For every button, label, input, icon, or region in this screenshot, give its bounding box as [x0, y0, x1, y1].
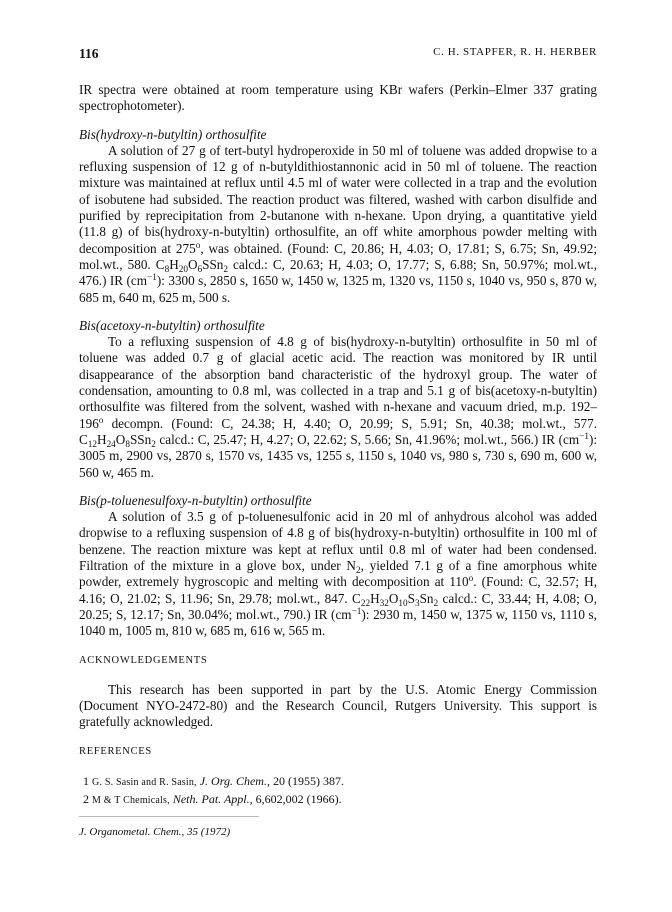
- section-heading-toluenesulfoxy: Bis(p-toluenesulfoxy-n-butyltin) orthosulfite: [79, 492, 312, 508]
- section-heading-acetoxy: Bis(acetoxy-n-butyltin) orthosulfite: [79, 317, 265, 333]
- paragraph-toluenesulfoxy: A solution of 3.5 g of p-toluenesulfonic acid in 20 ml of anhydrous alcohol was added dropwise to a refluxing suspension of 4.8 g of bis(hydroxy-n-butyltin) orthosulfite in 100 ml of benzene. The reaction mixture was kept at reflux until 0.8 ml of water had been condensed. Filtration of the mixture in a glove box, under $N_2$, yielded 7.1 g of a fine amorphous white powder, extremely hygroscopic and melting with decomposition at 110$^o$. (Found: C, 32.57; H, 4.16; O, 21.02; S, 11.96; Sn, 29.78; mol.wt., 847. $C_{22}H_{32}O_{10}S_3Sn_2$ calcd.: C, 33.44; H, 4.08; O, 20.25; S, 12.17; Sn, 30.04%; mol.wt., 790.) IR $(cm^{-1})$: 2930 m, 1450 w, 1375 w, 1150 vs, 1110 s, 1040 m, 1005 m, 810 w, 685 m, 616 w, 565 m.: [79, 509, 598, 639]
- reference-list: [79, 773, 597, 809]
- reference-item-2: 2 M & T Chemicals, Neth. Pat. Appl., 6,602,002 (1966).: [83, 791, 342, 806]
- journal-footer: J. Organometal. Chem., 35 (1972): [79, 826, 231, 838]
- running-head-authors: C. H. STAPFER, R. H. HERBER: [433, 46, 597, 58]
- acknowledgements-heading: ACKNOWLEDGEMENTS: [79, 654, 208, 666]
- acknowledgements-paragraph: This research has been supported in part by the U.S. Atomic Energy Commission (Document NYO-2472-80) and the Research Council, Rutgers University. This support is gratefully acknowledged.: [79, 681, 597, 730]
- paragraph-hydroxy: A solution of 27 g of tert-butyl hydroperoxide in 50 ml of toluene was added dropwise to a refluxing suspension of 12 g of n-butyldithiostannonic acid in 50 ml of toluene. The reaction mixture was maintained at reflux until 4.5 ml of water were collected in a trap and the evolution of isobutene had subsided. The reaction product was filtered, washed with carbon disulfide and purified by reprecipitation from 2-butanone with n-hexane. Upon drying, a quantitative yield (11.8 g) of bis(hydroxy-n-butyltin) orthosulfite, an off white amorphous powder melting with decomposition at 275$^o$, was obtained. (Found: C, 20.86; H, 4.03; O, 17.81; S, 6.75; Sn, 49.92; mol.wt., 580. $C_8H_{20}O_6SSn_2$ calcd.: C, 20.63; H, 4.03; O, 17.77; S, 6.88; Sn, 50.97%; mol.wt., 476.) IR $(cm^{-1})$: 3300 s, 2850 s, 1650 w, 1450 w, 1325 m, 1320 vs, 1150 s, 1040 vs, 950 s, 870 w, 685 m, 640 m, 625 m, 500 s.: [79, 142, 598, 305]
- footer-divider: [79, 816, 259, 817]
- reference-item-1: 1 G. S. Sasin and R. Sasin, J. Org. Chem., 20 (1955) 387.: [83, 773, 344, 788]
- page-number: 116: [79, 46, 99, 61]
- intro-paragraph: IR spectra were obtained at room temperature using KBr wafers (Perkin–Elmer 337 grating spectrophotometer).: [79, 82, 597, 114]
- running-header: [79, 46, 597, 62]
- paragraph-acetoxy: To a refluxing suspension of 4.8 g of bis(hydroxy-n-butyltin) orthosulfite in 50 ml of toluene was added 0.7 g of glacial acetic acid. The reaction was monitored by IR until disappearance of the absorption band characteristic of the hydroxyl group. The water of condensation, amounting to 0.8 ml, was collected in a trap and 5.1 g of bis(acetoxy-n-butyltin) orthosulfite was filtered from the solvent, washed with n-hexane and vacuum dried, m.p. 192–196$^o$ decompn. (Found: C, 24.38; H, 4.40; O, 20.99; S, 5.91; Sn, 40.38; mol.wt., 577. $C_{12}H_{24}O_8SSn_2$ calcd.: C, 25.47; H, 4.27; O, 22.62; S, 5.66; Sn, 41.96%; mol.wt., 566.) IR $(cm^{-1})$: 3005 m, 2900 vs, 2870 s, 1570 vs, 1435 vs, 1255 s, 1150 s, 1040 vs, 980 s, 730 s, 690 m, 600 w, 560 w, 465 m.: [79, 334, 597, 480]
- article-body: [79, 82, 597, 809]
- references-heading: REFERENCES: [79, 745, 152, 757]
- section-heading-hydroxy: Bis(hydroxy-n-butyltin) orthosulfite: [79, 126, 267, 142]
